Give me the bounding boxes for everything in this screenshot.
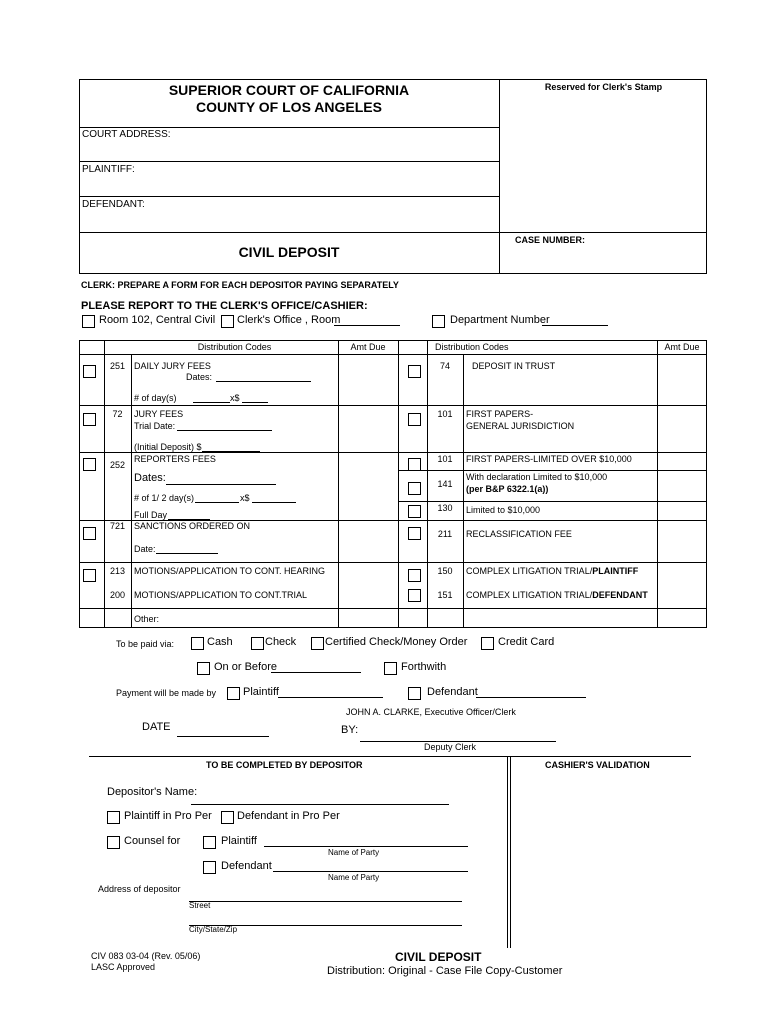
certified-check-checkbox[interactable]: [311, 637, 324, 650]
form-title: CIVIL DEPOSIT: [238, 244, 340, 260]
payment-made-by-label: Payment will be made by: [116, 688, 217, 698]
payment-defendant-label: Defendant: [427, 686, 478, 698]
department-checkbox[interactable]: [432, 315, 445, 328]
cash-label: Cash: [207, 636, 233, 648]
initial-deposit-label: (Initial Deposit) $: [134, 442, 202, 452]
dist-codes-header-left: Distribution Codes: [197, 342, 272, 352]
case-number-label: CASE NUMBER:: [515, 235, 586, 245]
date-label: DATE: [142, 721, 171, 733]
to-be-completed-heading: TO BE COMPLETED BY DEPOSITOR: [206, 760, 363, 770]
reporters-dates-line[interactable]: [166, 484, 276, 485]
defendant-pro-per-label: Defendant in Pro Per: [237, 810, 340, 822]
forthwith-checkbox[interactable]: [384, 662, 397, 675]
initial-deposit-line[interactable]: [202, 451, 260, 452]
counsel-plaintiff-label: Plaintiff: [221, 835, 257, 847]
code-72-checkbox[interactable]: [83, 413, 96, 426]
col-line-d: [398, 340, 399, 628]
department-number-line[interactable]: [542, 325, 608, 326]
trial-date-label: Trial Date:: [134, 421, 176, 431]
reporters-dates-label: Dates:: [134, 472, 166, 484]
street-label: Street: [189, 901, 211, 910]
distribution-note: Distribution: Original - Case File Copy-Customer: [327, 965, 563, 977]
code-74-checkbox[interactable]: [408, 365, 421, 378]
complex-plaintiff-prefix: COMPLEX LITIGATION TRIAL/: [466, 566, 593, 576]
first-papers-limited: FIRST PAPERS-LIMITED OVER $10,000: [466, 454, 632, 464]
defendant-pro-per-checkbox[interactable]: [221, 811, 234, 824]
half-days-line[interactable]: [195, 502, 239, 503]
code-211-checkbox[interactable]: [408, 527, 421, 540]
counsel-defendant-party-line[interactable]: [273, 871, 468, 872]
cashier-divider-1: [507, 756, 508, 948]
col-line-b: [131, 354, 132, 628]
motions-trial: MOTIONS/APPLICATION TO CONT.TRIAL: [134, 590, 308, 600]
counsel-for-label: Counsel for: [124, 835, 181, 847]
by-label: BY:: [341, 724, 359, 736]
credit-card-checkbox[interactable]: [481, 637, 494, 650]
check-checkbox[interactable]: [251, 637, 264, 650]
certified-check-label: Certified Check/Money Order: [325, 636, 468, 648]
sanctions-ordered: SANCTIONS ORDERED ON: [134, 521, 251, 531]
cashier-validation-heading: CASHIER'S VALIDATION: [545, 760, 650, 770]
code-721: 721: [109, 521, 126, 531]
half-days-label: # of 1/ 2 day(s): [134, 493, 195, 503]
plaintiff-pro-per-label: Plaintiff in Pro Per: [124, 810, 212, 822]
code-721-checkbox[interactable]: [83, 527, 96, 540]
clerk-note: CLERK: PREPARE A FORM FOR EACH DEPOSITOR PAYING SEPARATELY: [81, 280, 399, 290]
date-line[interactable]: [177, 736, 269, 737]
limited-10000: Limited to $10,000: [466, 505, 541, 515]
code-101-limited-checkbox[interactable]: [408, 458, 421, 471]
street-line[interactable]: [189, 901, 462, 902]
motions-hearing: MOTIONS/APPLICATION TO CONT. HEARING: [134, 566, 326, 576]
code-130-checkbox[interactable]: [408, 505, 421, 518]
counsel-defendant-checkbox[interactable]: [203, 861, 216, 874]
payment-defendant-line[interactable]: [476, 697, 586, 698]
code-151-checkbox[interactable]: [408, 589, 421, 602]
code-200: 200: [109, 590, 126, 600]
row-rule-1: [79, 405, 707, 406]
reclassification-fee: RECLASSIFICATION FEE: [466, 529, 572, 539]
code-141: 141: [437, 479, 453, 489]
department-label: Department Number: [450, 314, 550, 326]
clerks-office-label: Clerk's Office , Room: [237, 314, 341, 326]
depositor-name-label: Depositor's Name:: [107, 786, 198, 798]
code-213: 213: [109, 566, 126, 576]
code-252: 252: [109, 460, 126, 470]
lasc-approved: LASC Approved: [91, 962, 156, 972]
code-130: 130: [437, 503, 453, 513]
defendant-label: DEFENDANT:: [82, 199, 145, 210]
counsel-defendant-label: Defendant: [221, 860, 272, 872]
num-days-label: # of day(s): [134, 393, 177, 403]
code-141-checkbox[interactable]: [408, 482, 421, 495]
first-papers: FIRST PAPERS-: [466, 409, 534, 419]
court-address-label: COURT ADDRESS:: [82, 129, 171, 140]
complex-plaintiff-party: PLAINTIFF: [592, 566, 639, 576]
on-or-before-checkbox[interactable]: [197, 662, 210, 675]
report-to-heading: PLEASE REPORT TO THE CLERK'S OFFICE/CASHIER:: [81, 300, 368, 312]
clerks-office-checkbox[interactable]: [221, 315, 234, 328]
code-74: 74: [439, 361, 450, 371]
defendant-rule: [79, 232, 707, 233]
depositor-top-rule: [89, 756, 691, 757]
complex-defendant-prefix: COMPLEX LITIGATION TRIAL/: [466, 590, 593, 600]
executive-officer: JOHN A. CLARKE, Executive Officer/Clerk: [346, 707, 516, 717]
room-102-label: Room 102, Central Civil: [99, 314, 216, 326]
name-of-party-2: Name of Party: [328, 873, 380, 882]
plaintiff-label: PLAINTIFF:: [82, 164, 135, 175]
on-or-before-line[interactable]: [271, 672, 361, 673]
num-days-line[interactable]: [193, 402, 230, 403]
footer-title: CIVIL DEPOSIT: [395, 950, 482, 964]
daily-jury-fees: DAILY JURY FEES: [134, 361, 211, 371]
depositor-name-line[interactable]: [191, 804, 449, 805]
caption-divider: [499, 79, 500, 274]
complex-defendant-party: DEFENDANT: [592, 590, 648, 600]
counsel-plaintiff-party-line[interactable]: [264, 846, 468, 847]
amt-due-header-left: Amt Due: [350, 342, 386, 352]
row-rule-6: [79, 562, 707, 563]
credit-card-label: Credit Card: [498, 636, 555, 648]
address-rule: [79, 161, 499, 162]
cash-checkbox[interactable]: [191, 637, 204, 650]
col-line-f: [463, 354, 464, 628]
row-rule-4: [398, 501, 707, 502]
col-line-g: [657, 340, 658, 628]
full-day-line[interactable]: [168, 519, 210, 520]
reporters-fees: REPORTERS FEES: [134, 454, 216, 464]
row-rule-3: [398, 470, 707, 471]
forthwith-label: Forthwith: [401, 661, 447, 673]
code-251: 251: [109, 361, 126, 371]
per-bp-6322: (per B&P 6322.1(a)): [466, 484, 549, 494]
complex-defendant: [466, 590, 648, 600]
city-state-zip-label: City/State/Zip: [189, 925, 238, 934]
clerk-stamp-label: Reserved for Clerk's Stamp: [544, 82, 663, 92]
code-101-limited: 101: [437, 454, 453, 464]
general-jurisdiction: GENERAL JURISDICTION: [466, 421, 575, 431]
code-213-checkbox[interactable]: [83, 569, 96, 582]
daily-jury-dates-label: Dates:: [186, 372, 213, 382]
court-name-line1: SUPERIOR COURT OF CALIFORNIA: [168, 82, 410, 98]
table-header-rule: [79, 354, 707, 355]
name-of-party-1: Name of Party: [328, 848, 380, 857]
complex-plaintiff: [466, 566, 638, 576]
code-101-general-checkbox[interactable]: [408, 413, 421, 426]
daily-jury-dates-line[interactable]: [216, 381, 311, 382]
sanctions-date-label: Date:: [134, 544, 156, 554]
row-rule-2: [79, 452, 707, 453]
code-72: 72: [112, 409, 123, 419]
num-days-amount-line[interactable]: [242, 402, 268, 403]
col-line-c: [338, 340, 339, 628]
payment-defendant-checkbox[interactable]: [408, 687, 421, 700]
payment-plaintiff-line[interactable]: [278, 697, 383, 698]
cashier-divider-2: [510, 756, 511, 948]
code-211: 211: [437, 529, 453, 539]
counsel-plaintiff-checkbox[interactable]: [203, 836, 216, 849]
sanctions-date-line[interactable]: [156, 553, 218, 554]
deputy-clerk-label: Deputy Clerk: [424, 742, 477, 752]
address-of-depositor-label: Address of depositor: [98, 884, 181, 894]
on-or-before-label: On or Before: [214, 661, 277, 673]
half-days-x-dollar: x$: [240, 493, 250, 503]
payment-plaintiff-label: Plaintiff: [243, 686, 279, 698]
plaintiff-pro-per-checkbox[interactable]: [107, 811, 120, 824]
payment-plaintiff-checkbox[interactable]: [227, 687, 240, 700]
deposit-in-trust: DEPOSIT IN TRUST: [472, 361, 556, 371]
trial-date-line[interactable]: [177, 430, 272, 431]
code-151: 151: [437, 590, 453, 600]
room-102-checkbox[interactable]: [82, 315, 95, 328]
court-name-line2: COUNTY OF LOS ANGELES: [196, 99, 382, 115]
other-label: Other:: [134, 614, 160, 624]
dist-codes-header-right: Distribution Codes: [435, 342, 509, 352]
clerks-office-room-line[interactable]: [334, 325, 400, 326]
court-name-rule: [79, 127, 499, 128]
full-day-label: Full Day: [134, 510, 168, 520]
code-101-general: 101: [437, 409, 453, 419]
code-150-checkbox[interactable]: [408, 569, 421, 582]
with-declaration: With declaration Limited to $10,000: [466, 472, 608, 482]
counsel-for-checkbox[interactable]: [107, 836, 120, 849]
num-days-x-dollar: x$: [230, 393, 240, 403]
row-rule-7: [79, 608, 707, 609]
to-be-paid-via-label: To be paid via:: [116, 639, 175, 649]
check-label: Check: [265, 636, 297, 648]
col-line-a: [104, 340, 105, 628]
amt-due-header-right: Amt Due: [664, 342, 700, 352]
plaintiff-rule: [79, 196, 499, 197]
code-251-checkbox[interactable]: [83, 365, 96, 378]
form-code: CIV 083 03-04 (Rev. 05/06): [91, 951, 201, 961]
half-days-amount-line[interactable]: [252, 502, 296, 503]
code-252-checkbox[interactable]: [83, 458, 96, 471]
code-150: 150: [437, 566, 453, 576]
jury-fees: JURY FEES: [134, 409, 184, 419]
